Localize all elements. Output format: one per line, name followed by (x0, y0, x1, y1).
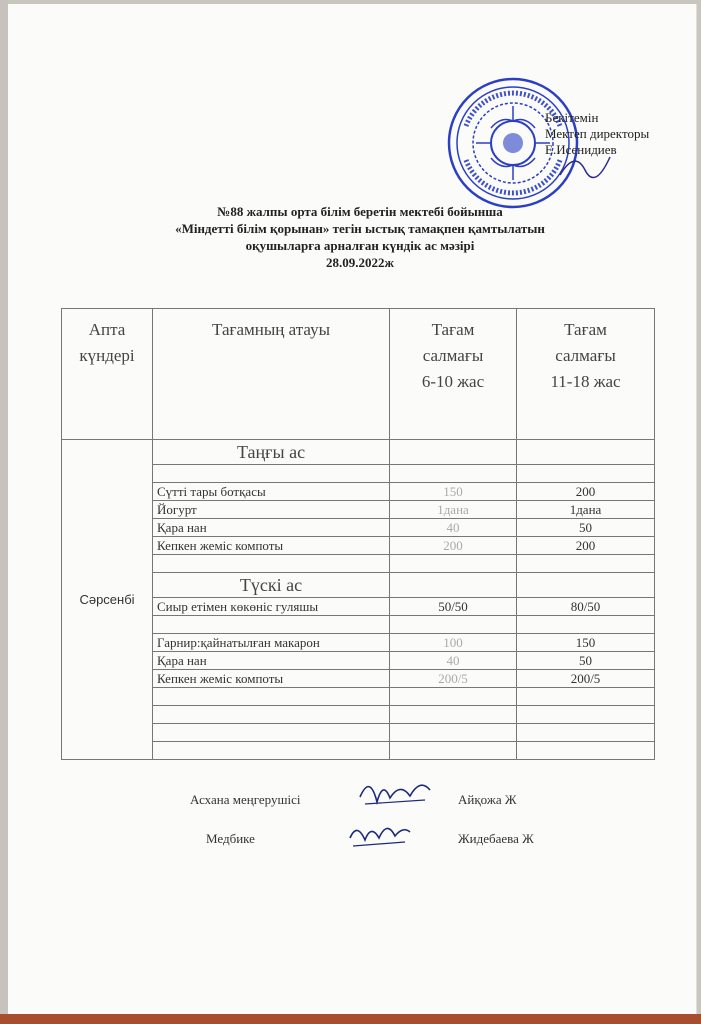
dish-name: Сиыр етімен көкөніс гуляшы (153, 598, 390, 616)
empty-cell (390, 616, 517, 634)
empty-cell (517, 706, 655, 724)
dish-name: Гарнир:қайнатылған макарон (153, 634, 390, 652)
title-line-2: «Міндетті білім қорынан» тегін ыстық тамақпен қамтылатын (175, 221, 545, 236)
empty-cell (390, 706, 517, 724)
empty-cell (390, 573, 517, 598)
empty-cell (517, 688, 655, 706)
weight2-line2: салмағы (555, 346, 616, 365)
weight-6-10: 40 (390, 652, 517, 670)
weight-11-18: 200 (517, 483, 655, 501)
weight-6-10: 40 (390, 519, 517, 537)
column-header-day (62, 309, 153, 440)
breakfast-section-row (62, 440, 655, 465)
title-line-3: оқушыларға арналған күндік ас мәзірі (245, 238, 475, 253)
empty-cell (153, 724, 390, 742)
weight2-line1: Тағам (564, 320, 607, 339)
empty-cell (517, 440, 655, 465)
column-header-day-line2: күндері (79, 346, 135, 365)
empty-cell (153, 688, 390, 706)
empty-cell (153, 706, 390, 724)
director-signature-icon (555, 145, 615, 185)
empty-cell (390, 465, 517, 483)
empty-cell (153, 616, 390, 634)
weight-11-18: 80/50 (517, 598, 655, 616)
empty-cell (390, 724, 517, 742)
empty-cell (517, 573, 655, 598)
empty-cell (390, 555, 517, 573)
lunch-title: Түскі ас (153, 573, 390, 598)
weight1-line2: салмағы (422, 346, 484, 365)
weight-6-10: 150 (390, 483, 517, 501)
weight-6-10: 50/50 (390, 598, 517, 616)
weight-6-10: 200 (390, 537, 517, 555)
approval-line-1: Бекітемін (545, 110, 599, 125)
weight-11-18: 1дана (517, 501, 655, 519)
nurse-name: Жидебаева Ж (458, 831, 534, 846)
nurse-role: Медбике (206, 831, 255, 846)
weight1-line3: 6-10 жас (421, 372, 485, 391)
weight1-line1: Тағам (431, 320, 475, 339)
empty-cell (517, 616, 655, 634)
background-surface (0, 1014, 701, 1024)
column-header-name: Тағамның атауы (153, 309, 390, 440)
dish-name: Қара нан (153, 652, 390, 670)
approval-line-3: Е.Исенидиев (545, 142, 617, 157)
empty-cell (153, 742, 390, 760)
dish-name: Сүтті тары ботқасы (153, 483, 390, 501)
empty-cell (390, 688, 517, 706)
weight-11-18: 50 (517, 652, 655, 670)
column-header-weight-6-10 (390, 309, 517, 440)
empty-cell (153, 555, 390, 573)
chef-role: Асхана меңгерушісі (190, 792, 301, 807)
approval-line-2: Мектеп директоры (545, 126, 650, 141)
empty-cell (517, 465, 655, 483)
weight2-line3: 11-18 жас (550, 372, 621, 391)
empty-cell (390, 440, 517, 465)
empty-cell (153, 465, 390, 483)
weight-11-18: 50 (517, 519, 655, 537)
chef-signature-icon (355, 772, 435, 812)
dish-name: Кепкен жеміс компоты (153, 670, 390, 688)
dish-name: Қара нан (153, 519, 390, 537)
dish-name: Кепкен жеміс компоты (153, 537, 390, 555)
nurse-signature-icon (345, 818, 415, 854)
chef-name: Айқожа Ж (458, 792, 517, 807)
title-date: 28.09.2022ж (326, 255, 394, 270)
weight-6-10: 200/5 (390, 670, 517, 688)
empty-cell (517, 555, 655, 573)
menu-table (61, 308, 655, 760)
weight-6-10: 1дана (390, 501, 517, 519)
page-shadow-left (0, 0, 8, 1024)
column-header-weight-11-18 (517, 309, 655, 440)
weight-11-18: 200 (517, 537, 655, 555)
weight-11-18: 150 (517, 634, 655, 652)
document-title (90, 203, 630, 271)
weight-11-18: 200/5 (517, 670, 655, 688)
day-cell: Сәрсенбі (62, 440, 153, 760)
dish-name: Йогурт (153, 501, 390, 519)
column-header-day-line1: Апта (88, 320, 126, 339)
breakfast-title: Таңғы ас (153, 440, 390, 465)
empty-cell (517, 742, 655, 760)
weight-6-10: 100 (390, 634, 517, 652)
empty-cell (390, 742, 517, 760)
empty-cell (517, 724, 655, 742)
table-header-row (62, 309, 655, 440)
title-line-1: №88 жалпы орта білім беретін мектебі бойынша (217, 204, 503, 219)
